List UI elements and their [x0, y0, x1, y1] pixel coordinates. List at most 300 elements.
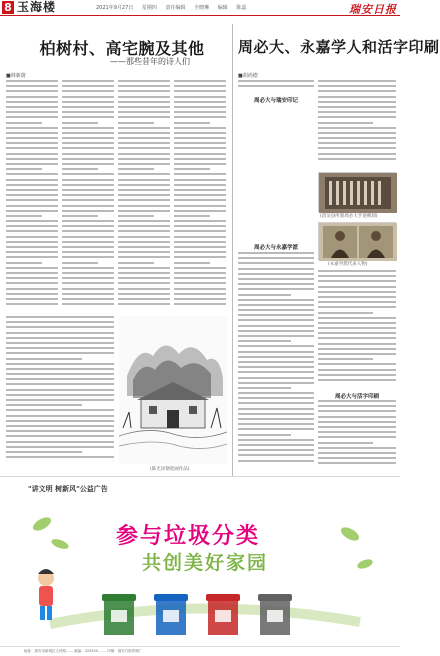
text-line [118, 147, 170, 149]
text-line [62, 277, 114, 279]
editor-label: 责任编辑 [165, 5, 186, 11]
text-line [318, 363, 396, 365]
text-line [118, 96, 170, 98]
text-line [318, 462, 396, 464]
recycling-bin [154, 594, 188, 635]
text-line [6, 194, 58, 196]
text-line [238, 345, 314, 347]
text-line [174, 163, 226, 165]
text-line [6, 321, 114, 323]
text-line [6, 332, 114, 334]
text-line [62, 163, 114, 165]
text-line [118, 288, 170, 290]
text-line [62, 210, 114, 212]
text-line [62, 132, 114, 134]
text-line [318, 275, 396, 277]
text-line [62, 282, 114, 284]
text-line [118, 194, 170, 196]
text-line [6, 111, 58, 113]
text-line [118, 293, 170, 295]
right-article-body-col5 [318, 400, 396, 467]
text-line [174, 241, 226, 243]
text-line [238, 262, 314, 264]
text-line [6, 399, 114, 401]
text-line [62, 173, 114, 175]
text-line [6, 316, 114, 318]
text-line [6, 256, 58, 258]
text-line [62, 122, 98, 124]
text-line [6, 267, 58, 269]
text-line [62, 106, 114, 108]
left-article-body-col5 [6, 316, 114, 461]
text-line [6, 215, 42, 217]
text-line [118, 163, 170, 165]
text-line [6, 199, 58, 201]
text-line [174, 262, 210, 264]
text-line [318, 436, 396, 438]
text-line [118, 127, 170, 129]
text-line [6, 147, 58, 149]
text-line [318, 127, 396, 129]
text-line [174, 267, 226, 269]
text-line [6, 116, 58, 118]
text-line [6, 404, 82, 406]
text-line [318, 137, 396, 139]
text-line [6, 106, 58, 108]
text-line [174, 256, 226, 258]
text-line [238, 382, 314, 384]
text-line [318, 270, 396, 272]
text-line [318, 106, 396, 108]
text-line [318, 147, 396, 149]
text-line [238, 444, 314, 446]
photo-caption-1: (清吴县所刻周必大手迹碑刻) [320, 214, 378, 219]
text-line [318, 416, 396, 418]
text-line [174, 272, 226, 274]
text-line [318, 337, 396, 339]
text-line [174, 101, 226, 103]
text-line [62, 303, 114, 305]
text-line [318, 286, 396, 288]
text-line [318, 301, 396, 303]
text-line [318, 312, 373, 314]
text-line [62, 96, 114, 98]
right-article-byline: ■胡尚德 [238, 73, 258, 79]
text-line [238, 335, 314, 337]
text-line [238, 351, 314, 353]
text-line [174, 127, 226, 129]
text-line [318, 353, 396, 355]
text-line [6, 456, 114, 458]
text-line [62, 246, 114, 248]
text-line [6, 132, 58, 134]
text-line [6, 184, 58, 186]
text-line [174, 288, 226, 290]
text-line [62, 194, 114, 196]
text-line [174, 116, 226, 118]
text-line [174, 179, 226, 181]
text-line [6, 446, 114, 448]
text-line [118, 132, 170, 134]
text-line [62, 158, 114, 160]
text-line [6, 127, 58, 129]
right-subhead-1: 周必大与瑞安印记 [253, 98, 298, 104]
text-line [6, 373, 114, 375]
text-line [238, 273, 314, 275]
text-line [238, 278, 314, 280]
text-line [174, 153, 226, 155]
text-line [6, 368, 114, 370]
text-line [6, 96, 58, 98]
text-line [6, 80, 58, 82]
text-line [6, 277, 58, 279]
editor-name: 全晓琳 [194, 5, 210, 11]
text-line [6, 90, 58, 92]
text-line [318, 421, 396, 423]
text-line [318, 358, 373, 360]
text-line [6, 363, 114, 365]
text-line [6, 210, 58, 212]
text-line [174, 277, 226, 279]
text-line [118, 189, 170, 191]
text-line [6, 101, 58, 103]
text-line [62, 205, 114, 207]
text-line [6, 298, 58, 300]
text-line [174, 158, 226, 160]
text-line [118, 179, 170, 181]
text-line [6, 153, 58, 155]
text-line [318, 348, 396, 350]
text-line [238, 356, 314, 358]
text-line [6, 288, 58, 290]
text-line [238, 325, 314, 327]
text-line [238, 257, 314, 259]
text-line [118, 303, 170, 305]
text-line [6, 441, 114, 443]
text-line [318, 90, 396, 92]
right-subhead-3: 周必大与活字印刷 [334, 394, 379, 400]
text-line [174, 298, 226, 300]
text-line [238, 319, 314, 321]
text-line [62, 298, 114, 300]
text-line [174, 111, 226, 113]
page-header [0, 0, 400, 16]
text-line [318, 369, 396, 371]
text-line [318, 442, 373, 444]
text-line [174, 85, 226, 87]
text-line [238, 330, 314, 332]
text-line [318, 96, 396, 98]
text-line [118, 277, 170, 279]
ad-label: "讲文明 树新风"公益广告 [28, 485, 108, 493]
text-line [118, 298, 170, 300]
text-line [6, 236, 58, 238]
left-article-title: 柏树村、高宅腕及其他 [39, 39, 205, 58]
text-line [62, 184, 114, 186]
text-line [6, 189, 58, 191]
text-line [238, 340, 291, 342]
text-line [6, 251, 58, 253]
text-line [174, 220, 226, 222]
text-line [6, 230, 58, 232]
header-meta [96, 4, 253, 11]
text-line [318, 457, 396, 459]
text-line [174, 147, 226, 149]
text-line [62, 142, 114, 144]
text-line [238, 439, 314, 441]
sketch-caption: (陈光泽钢笔画作品) [150, 467, 190, 472]
text-line [318, 111, 396, 113]
text-line [6, 246, 58, 248]
text-line [118, 116, 170, 118]
text-line [6, 342, 114, 344]
text-line [62, 116, 114, 118]
text-line [238, 428, 314, 430]
text-line [118, 210, 170, 212]
text-line [238, 418, 314, 420]
page-footer: 地址：瑞安市新城区人民路…… 邮编：325200 …… 印刷：瑞安日报印刷厂 [0, 646, 400, 656]
text-line [62, 293, 114, 295]
text-line [174, 142, 226, 144]
text-line [6, 179, 58, 181]
text-line [118, 153, 170, 155]
text-line [62, 236, 114, 238]
text-line [318, 116, 396, 118]
text-line [6, 383, 114, 385]
text-line [118, 225, 170, 227]
text-line [118, 137, 170, 139]
text-line [118, 241, 170, 243]
text-line [238, 268, 314, 270]
text-line [6, 168, 42, 170]
section-title: 玉海楼 [17, 0, 57, 14]
text-line [174, 282, 226, 284]
text-line [318, 343, 396, 345]
left-article-body-col2 [62, 80, 114, 308]
column-divider [232, 24, 233, 476]
text-line [118, 122, 154, 124]
text-line [238, 423, 314, 425]
text-line [6, 425, 114, 427]
text-line [318, 379, 396, 381]
text-line [6, 282, 58, 284]
text-line [6, 220, 58, 222]
text-line [318, 447, 396, 449]
text-line [238, 80, 314, 82]
text-line [6, 225, 58, 227]
text-line [118, 205, 170, 207]
text-line [62, 262, 98, 264]
text-line [62, 80, 114, 82]
text-line [318, 452, 396, 454]
text-line [118, 85, 170, 87]
text-line [62, 256, 114, 258]
text-line [174, 210, 226, 212]
text-line [318, 410, 396, 412]
ad-headline-1: 参与垃圾分类 [116, 524, 261, 549]
text-line [6, 435, 114, 437]
text-line [118, 230, 170, 232]
text-line [174, 303, 226, 305]
text-line [174, 168, 210, 170]
text-line [62, 137, 114, 139]
text-line [174, 96, 226, 98]
text-line [318, 101, 396, 103]
text-line [118, 246, 170, 248]
text-line [118, 251, 170, 253]
text-line [318, 327, 396, 329]
scholars-portrait-photo [318, 222, 396, 260]
text-line [6, 352, 114, 354]
text-line [174, 122, 210, 124]
text-line [6, 137, 58, 139]
text-line [318, 426, 396, 428]
recycling-bin [102, 594, 136, 635]
text-line [6, 303, 58, 305]
text-line [6, 272, 58, 274]
text-line [318, 142, 396, 144]
text-line [6, 205, 58, 207]
child-figure [38, 569, 54, 620]
text-line [62, 199, 114, 201]
text-line [62, 267, 114, 269]
text-line [6, 394, 114, 396]
text-line [62, 241, 114, 243]
text-line [62, 251, 114, 253]
text-line [6, 293, 58, 295]
right-article-title: 周必大、永嘉学人和活字印刷 [238, 38, 440, 56]
text-line [118, 142, 170, 144]
text-line [238, 377, 314, 379]
text-line [318, 153, 396, 155]
text-line [174, 194, 226, 196]
text-line [174, 293, 226, 295]
text-line [318, 122, 373, 124]
recycling-bin [206, 594, 240, 635]
text-line [174, 230, 226, 232]
text-line [318, 291, 396, 293]
photo-caption-2: (永嘉学派代表人物) [328, 262, 368, 267]
left-article-subtitle: ——那些昔年的诗人们 [110, 57, 190, 66]
text-line [118, 168, 154, 170]
text-line [62, 153, 114, 155]
text-line [238, 397, 314, 399]
text-line [118, 173, 170, 175]
text-line [62, 111, 114, 113]
text-line [62, 220, 114, 222]
text-line [174, 184, 226, 186]
newspaper-masthead: 瑞安日报 [349, 3, 397, 16]
text-line [238, 454, 314, 456]
text-line [174, 246, 226, 248]
text-line [62, 147, 114, 149]
left-article-byline: ■林新蔚 [6, 73, 26, 79]
text-line [118, 199, 170, 201]
text-line [174, 199, 226, 201]
text-line [62, 85, 114, 87]
text-line [118, 90, 170, 92]
text-line [318, 322, 396, 324]
text-line [238, 387, 291, 389]
text-line [238, 449, 314, 451]
text-line [174, 132, 226, 134]
text-line [62, 215, 98, 217]
text-line [62, 179, 114, 181]
text-line [174, 80, 226, 82]
text-line [238, 314, 314, 316]
text-line [62, 230, 114, 232]
text-line [62, 101, 114, 103]
text-line [118, 158, 170, 160]
text-line [6, 378, 114, 380]
text-line [6, 337, 114, 339]
text-line [6, 158, 58, 160]
left-article-body-col4 [174, 80, 226, 308]
text-line [174, 236, 226, 238]
text-line [238, 304, 314, 306]
text-line [118, 236, 170, 238]
text-line [174, 90, 226, 92]
text-line [62, 189, 114, 191]
page-number: 8 [2, 1, 14, 14]
text-line [318, 80, 396, 82]
text-line [238, 413, 314, 415]
text-line [174, 137, 226, 139]
text-line [6, 409, 114, 411]
text-line [238, 408, 314, 410]
text-line [174, 251, 226, 253]
text-line [238, 361, 314, 363]
text-line [118, 220, 170, 222]
text-line [62, 288, 114, 290]
text-line [118, 256, 170, 258]
left-article-body-col1 [6, 80, 58, 308]
designer-label: 编辑 [217, 5, 228, 11]
text-line [118, 80, 170, 82]
right-article-body-col1 [238, 80, 314, 90]
text-line [62, 90, 114, 92]
text-line [318, 405, 396, 407]
text-line [318, 400, 396, 402]
text-line [118, 111, 170, 113]
text-line [118, 184, 170, 186]
text-line [6, 85, 58, 87]
text-line [6, 241, 58, 243]
text-line [6, 326, 114, 328]
text-line [62, 168, 98, 170]
text-line [118, 215, 154, 217]
calligraphy-tablet-photo [318, 172, 396, 212]
text-line [238, 288, 314, 290]
right-article-body-col3 [238, 252, 314, 465]
text-line [238, 460, 314, 462]
text-line [62, 272, 114, 274]
text-line [6, 173, 58, 175]
text-line [6, 262, 42, 264]
text-line [6, 420, 114, 422]
text-line [6, 142, 58, 144]
ad-headline-2: 共创美好家园 [142, 552, 269, 574]
text-line [318, 158, 396, 160]
text-line [6, 430, 114, 432]
text-line [118, 267, 170, 269]
right-article-body-col4 [318, 270, 396, 384]
left-article-body-col3 [118, 80, 170, 308]
text-line [238, 294, 291, 296]
text-line [318, 132, 396, 134]
text-line [6, 347, 114, 349]
text-line [62, 225, 114, 227]
